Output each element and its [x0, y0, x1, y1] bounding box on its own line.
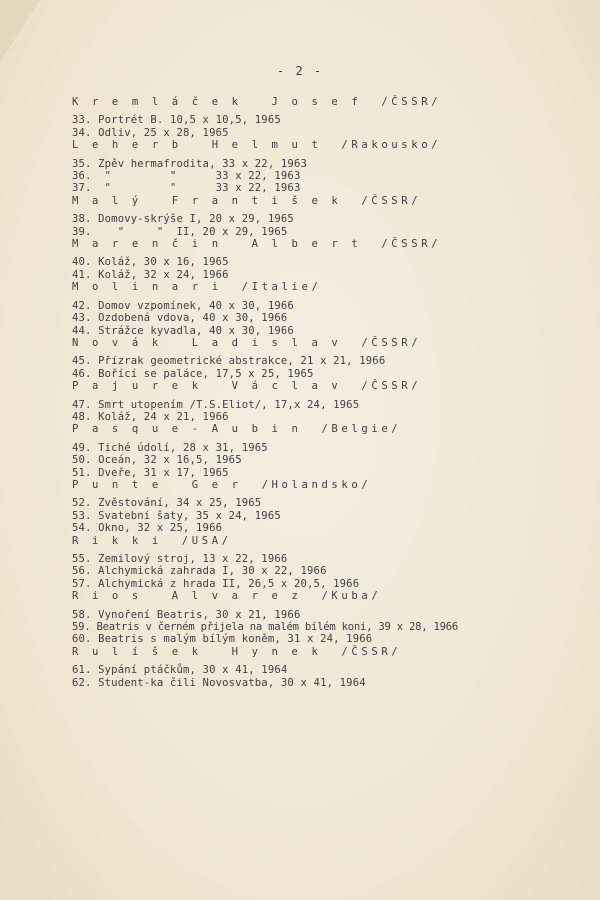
artwork-entry: 39. " " II, 20 x 29, 1965	[72, 225, 288, 238]
artwork-entry: 55. Zemilový stroj, 13 x 22, 1966	[72, 553, 288, 565]
artist-section	[72, 423, 582, 479]
artwork-list	[72, 399, 582, 424]
artist-section	[72, 96, 582, 139]
artwork-entry: 53. Svatební šaty, 35 x 24, 1965	[72, 509, 281, 522]
artwork-entry: 42. Domov vzpomínek, 40 x 30, 1966	[72, 299, 294, 312]
artwork-list	[72, 609, 582, 646]
artwork-entry: 59. Beatris v černém přijela na malém bílém koni, 39 x 28, 1966	[72, 621, 459, 634]
artist-section	[72, 535, 582, 591]
artwork-entry: 47. Smrt utopením /T.S.Eliot/, 17,x 24, 1965	[72, 398, 360, 411]
artwork-entry: 58. Vynoření Beatris, 30 x 21, 1966	[72, 608, 301, 621]
artist-section	[72, 195, 582, 238]
artwork-list	[72, 442, 582, 479]
artist-section	[72, 590, 582, 646]
artist-section	[72, 337, 582, 380]
artist-heading: K r e m l á č e k J o s e f /ČSSR/	[72, 96, 442, 108]
artist-section	[72, 281, 582, 337]
artwork-entry: 62. Student-ka čili Novosvatba, 30 x 41, 1964	[72, 676, 366, 689]
artwork-list	[72, 256, 582, 281]
folded-corner	[0, 0, 40, 62]
artwork-entry: 38. Domovy-skrýše I, 20 x 29, 1965	[72, 213, 294, 226]
artist-heading: R u l í š e k H y n e k /ČSSR/	[72, 645, 402, 658]
artist-heading: N o v á k L a d i s l a v /ČSSR/	[72, 336, 422, 349]
artwork-entry: 52. Zvěstování, 34 x 25, 1965	[72, 497, 262, 510]
artwork-entry: 35. Zpěv hermafrodita, 33 x 22, 1963	[72, 157, 308, 170]
artist-section	[72, 380, 582, 423]
artist-section	[72, 646, 582, 689]
artist-heading: R i o s A l v a r e z /Kuba/	[72, 590, 382, 603]
artist-section	[72, 479, 582, 535]
page-number: - 2 -	[277, 64, 324, 78]
artwork-entry: 41. Koláž, 32 x 24, 1966	[72, 268, 229, 281]
artwork-entry: 56. Alchymická zahrada I, 30 x 22, 1966	[72, 565, 327, 578]
artist-heading: P u n t e G e r /Holandsko/	[72, 478, 372, 491]
artist-heading: P a j u r e k V á c l a v /ČSSR/	[72, 380, 422, 393]
artwork-entry: 60. Beatris s malým bílým koněm, 31 x 24, 1966	[72, 633, 373, 646]
artwork-entry: 40. Koláž, 30 x 16, 1965	[72, 256, 229, 269]
artwork-entry: 34. Odliv, 25 x 28, 1965	[72, 126, 229, 139]
artist-heading: R i k k i /USA/	[72, 534, 232, 547]
artist-heading: P a s q u e - A u b i n /Belgie/	[72, 423, 402, 436]
artist-heading: M a l ý F r a n t i š e k /ČSSR/	[72, 194, 422, 207]
artist-heading: M a r e n č i n A l b e r t /ČSSR/	[72, 238, 442, 251]
artwork-entry: 43. Ozdobená vdova, 40 x 30, 1966	[72, 312, 288, 325]
artwork-entry: 49. Tiché údolí, 28 x 31, 1965	[72, 441, 268, 454]
artwork-list	[72, 158, 582, 195]
artist-section	[72, 238, 582, 281]
artwork-entry: 33. Portrét B. 10,5 x 10,5, 1965	[72, 114, 281, 127]
artwork-list	[72, 664, 582, 689]
artwork-entry: 46. Bořící se paláce, 17,5 x 25, 1965	[72, 367, 314, 380]
artwork-entry: 37. " " 33 x 22, 1963	[72, 182, 301, 195]
artwork-list	[72, 114, 582, 139]
artwork-entry: 51. Dveře, 31 x 17, 1965	[72, 466, 229, 479]
artwork-list	[72, 553, 582, 590]
artwork-entry: 57. Alchymická z hrada II, 26,5 x 20,5, 1966	[72, 577, 360, 590]
artwork-list	[72, 355, 582, 380]
artwork-list	[72, 213, 582, 238]
artwork-entry: 45. Přízrak geometrické abstrakce, 21 x 21, 1966	[72, 355, 386, 368]
artist-section	[72, 139, 582, 195]
artist-heading: L e h e r b H e l m u t /Rakousko/	[72, 139, 442, 152]
artwork-entry: 50. Oceán, 32 x 16,5, 1965	[72, 454, 242, 467]
artwork-entry: 44. Strážce kyvadla, 40 x 30, 1966	[72, 324, 294, 337]
artwork-entry: 36. " " 33 x 22, 1963	[72, 170, 301, 183]
artist-heading: M o l i n a r i /Italie/	[72, 281, 322, 294]
catalogue-list	[72, 96, 582, 689]
artwork-entry: 61. Sypání ptáčkům, 30 x 41, 1964	[72, 664, 288, 677]
artwork-list	[72, 497, 582, 534]
artwork-entry: 48. Koláž, 24 x 21, 1966	[72, 410, 229, 423]
artwork-list	[72, 300, 582, 337]
artwork-entry: 54. Okno, 32 x 25, 1966	[72, 522, 223, 535]
